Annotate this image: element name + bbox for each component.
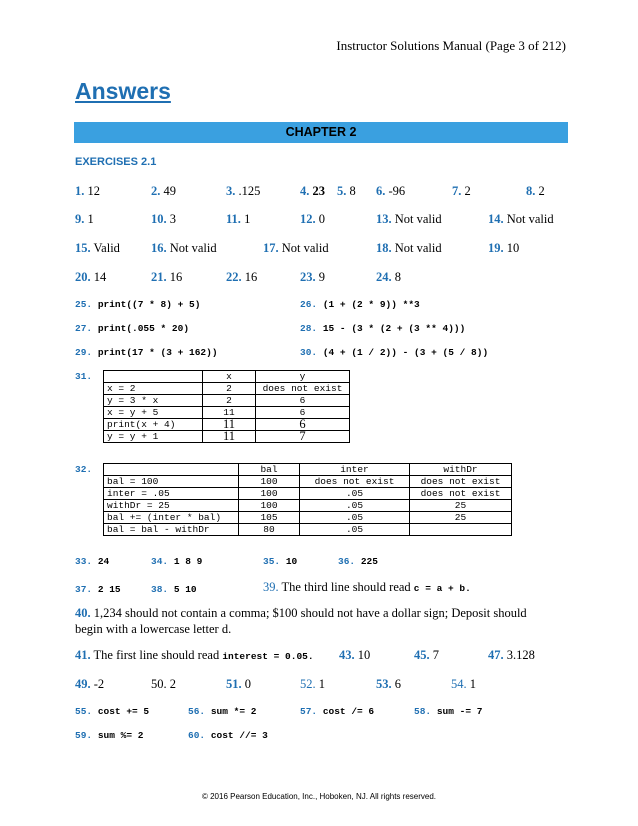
answer-item: 5. 8 xyxy=(337,184,356,198)
answer-item: 23. 9 xyxy=(300,270,325,284)
answer-item: 15. Valid xyxy=(75,241,120,255)
table-cell xyxy=(410,524,512,536)
section-heading: EXERCISES 2.1 xyxy=(75,156,157,168)
table-row xyxy=(104,395,350,407)
code-item: 36. 225 xyxy=(338,556,378,567)
code-item: 57. cost /= 6 xyxy=(300,706,375,717)
code-item: 38. 5 10 xyxy=(151,584,197,595)
code-item: 33. 24 xyxy=(75,556,110,567)
answer-item: 47. 3.128 xyxy=(488,648,535,662)
table-cell: x = 2 xyxy=(104,383,203,395)
answer-item: 18. Not valid xyxy=(376,241,442,255)
table-row xyxy=(104,512,512,524)
table-cell: 11 xyxy=(203,419,256,431)
table-row xyxy=(104,476,512,488)
table-cell: inter = .05 xyxy=(104,488,239,500)
table-cell: withDr = 25 xyxy=(104,500,239,512)
table-cell: withDr xyxy=(410,464,512,476)
answer-item: 45. 7 xyxy=(414,648,439,662)
table-cell: bal xyxy=(239,464,300,476)
page-header: Instructor Solutions Manual (Page 3 of 212) xyxy=(336,38,566,53)
answer-item: 1. 12 xyxy=(75,184,100,198)
code-item: 29. print(17 * (3 + 162)) xyxy=(75,347,218,358)
code-item: 37. 2 15 xyxy=(75,584,121,595)
table-cell: x xyxy=(203,371,256,383)
trace-table-32 xyxy=(103,463,512,536)
table-cell xyxy=(104,464,239,476)
table-cell: y = y + 1 xyxy=(104,431,203,443)
answer-item: 43. 10 xyxy=(339,648,371,662)
table-cell: does not exist xyxy=(300,476,410,488)
table-cell: 2 xyxy=(203,395,256,407)
table-cell: inter xyxy=(300,464,410,476)
answer-item: 6. -96 xyxy=(376,184,406,198)
code-item: 35. 10 xyxy=(263,556,298,567)
answer-item: 14. Not valid xyxy=(488,212,554,226)
answer-item: 24. 8 xyxy=(376,270,401,284)
table-cell: 105 xyxy=(239,512,300,524)
table-cell: 6 xyxy=(256,407,350,419)
table-cell: .05 xyxy=(300,500,410,512)
table-cell: 6 xyxy=(256,419,350,431)
table-cell: .05 xyxy=(300,488,410,500)
chapter-banner: CHAPTER 2 xyxy=(74,122,568,143)
table-cell: 100 xyxy=(239,488,300,500)
code-item: 28. 15 - (3 * (2 + (3 ** 4))) xyxy=(300,323,466,334)
code-item: 58. sum -= 7 xyxy=(414,706,483,717)
table-cell: 11 xyxy=(203,407,256,419)
code-item: 60. cost //= 3 xyxy=(188,730,268,741)
answer-item: 52. 1 xyxy=(300,677,325,691)
table-cell: 7 xyxy=(256,431,350,443)
code-item: 55. cost += 5 xyxy=(75,706,150,717)
answer-item: 4. 23 xyxy=(300,184,325,198)
page-title: Answers xyxy=(75,78,171,104)
table-header-row xyxy=(104,371,350,383)
table-row xyxy=(104,500,512,512)
answer-item: 20. 14 xyxy=(75,270,107,284)
table-cell: bal = bal - withDr xyxy=(104,524,239,536)
table-cell: 25 xyxy=(410,512,512,524)
answer-item: 54. 1 xyxy=(451,677,476,691)
table-row xyxy=(104,383,350,395)
answer-item: 11. 1 xyxy=(226,212,251,226)
answer-item: 50. 2 xyxy=(151,677,176,691)
table-cell: .05 xyxy=(300,524,410,536)
table-cell: y = 3 * x xyxy=(104,395,203,407)
code-item: 26. (1 + (2 * 9)) **3 xyxy=(300,299,420,310)
table-32-number: 32. xyxy=(75,464,93,475)
table-cell: 100 xyxy=(239,476,300,488)
code-item: 34. 1 8 9 xyxy=(151,556,203,567)
answer-item: 16. Not valid xyxy=(151,241,217,255)
table-cell: bal = 100 xyxy=(104,476,239,488)
answer-item: 41. The first line should read interest = 0.05. xyxy=(75,648,314,662)
table-cell: 100 xyxy=(239,500,300,512)
table-cell: 6 xyxy=(256,395,350,407)
table-cell: does not exist xyxy=(410,488,512,500)
table-row xyxy=(104,431,350,443)
table-cell: 2 xyxy=(203,383,256,395)
trace-table-31 xyxy=(103,370,350,443)
table-cell: 25 xyxy=(410,500,512,512)
answer-item: 12. 0 xyxy=(300,212,325,226)
answer-item: 7. 2 xyxy=(452,184,471,198)
answer-item: 9. 1 xyxy=(75,212,94,226)
code-item: 27. print(.055 * 20) xyxy=(75,323,190,334)
answer-item: 8. 2 xyxy=(526,184,545,198)
answer-item: 10. 3 xyxy=(151,212,176,226)
page-footer: © 2016 Pearson Education, Inc., Hoboken, NJ. All rights reserved. xyxy=(201,792,437,801)
table-cell: print(x + 4) xyxy=(104,419,203,431)
answer-40: 40. 1,234 should not contain a comma; $100 should not have a dollar sign; Deposit should begin with a lowercase letter d. xyxy=(75,606,527,636)
table-row xyxy=(104,488,512,500)
answer-item: 39. The third line should read c = a + b. xyxy=(263,580,471,594)
answer-item: 53. 6 xyxy=(376,677,401,691)
answer-item: 13. Not valid xyxy=(376,212,442,226)
code-item: 59. sum %= 2 xyxy=(75,730,144,741)
answer-item: 21. 16 xyxy=(151,270,183,284)
table-cell: y xyxy=(256,371,350,383)
table-cell: 11 xyxy=(203,431,256,443)
answer-item: 17. Not valid xyxy=(263,241,329,255)
answer-item: 2. 49 xyxy=(151,184,176,198)
table-cell: .05 xyxy=(300,512,410,524)
table-31-number: 31. xyxy=(75,371,93,382)
table-header-row xyxy=(104,464,512,476)
table-cell xyxy=(104,371,203,383)
code-item: 25. print((7 * 8) + 5) xyxy=(75,299,201,310)
answer-item: 3. .125 xyxy=(226,184,261,198)
answer-item: 19. 10 xyxy=(488,241,520,255)
answer-item: 22. 16 xyxy=(226,270,258,284)
table-cell: 80 xyxy=(239,524,300,536)
code-item: 56. sum *= 2 xyxy=(188,706,257,717)
answer-item: 49. -2 xyxy=(75,677,105,691)
table-cell: does not exist xyxy=(256,383,350,395)
table-row xyxy=(104,524,512,536)
table-cell: bal += (inter * bal) xyxy=(104,512,239,524)
table-cell: x = y + 5 xyxy=(104,407,203,419)
code-item: 30. (4 + (1 / 2)) - (3 + (5 / 8)) xyxy=(300,347,489,358)
answer-item: 51. 0 xyxy=(226,677,251,691)
table-cell: does not exist xyxy=(410,476,512,488)
